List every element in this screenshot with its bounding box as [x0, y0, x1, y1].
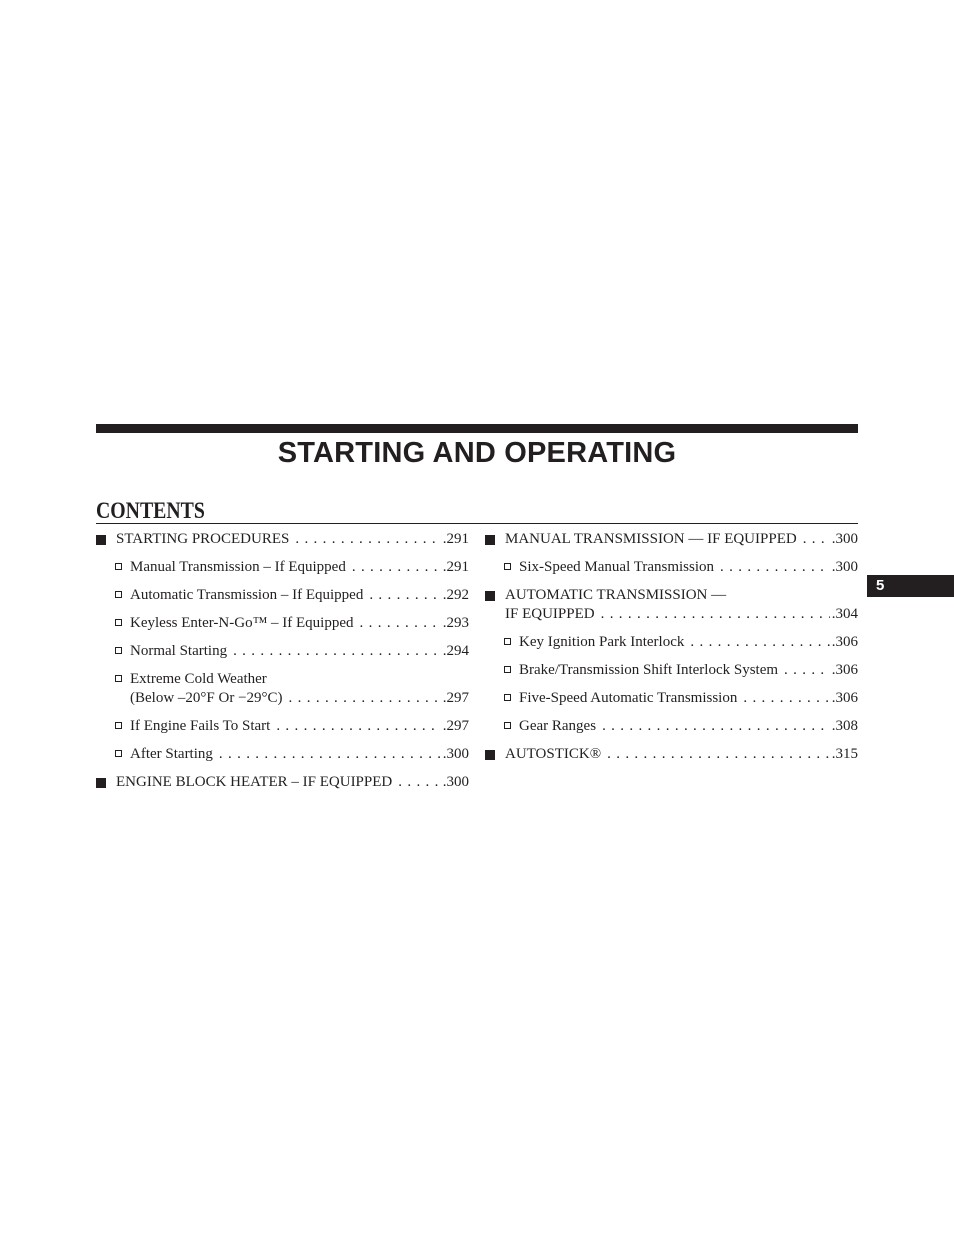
toc-entry-line: [505, 745, 858, 764]
toc-page-number: .294: [442, 643, 469, 659]
toc-entry[interactable]: [96, 642, 469, 661]
toc-entry-title: ENGINE BLOCK HEATER – IF EQUIPPED: [116, 774, 393, 790]
toc-page-number: .308: [831, 718, 858, 734]
toc-left-column: [96, 530, 469, 801]
toc-right-column: [485, 530, 858, 773]
toc-entry-line: [130, 642, 469, 661]
toc-entry-body: [96, 717, 469, 736]
toc-page-number: .297: [442, 718, 469, 734]
hollow-square-bullet-icon: [115, 750, 122, 757]
hollow-square-bullet-icon: [115, 675, 122, 682]
toc-entry[interactable]: [96, 670, 469, 708]
toc-entry-line: [519, 633, 858, 652]
toc-entry-body: [485, 558, 858, 577]
toc-leader-dots: [369, 586, 440, 605]
toc-page-number: .293: [442, 615, 469, 631]
toc-leader-dots: [233, 642, 441, 661]
chapter-top-rule: [96, 424, 858, 433]
hollow-square-bullet-icon: [115, 619, 122, 626]
toc-entry-title: (Below –20°F Or −29°C): [130, 690, 283, 706]
toc-entry[interactable]: [96, 586, 469, 605]
toc-page-number: .306: [831, 662, 858, 678]
toc-entry[interactable]: [485, 717, 858, 736]
toc-entry-title: Key Ignition Park Interlock: [519, 634, 685, 650]
toc-entry[interactable]: [485, 558, 858, 577]
contents-rule: [96, 523, 858, 524]
toc-entry-title: Automatic Transmission – If Equipped: [130, 587, 364, 603]
hollow-square-bullet-icon: [504, 694, 511, 701]
toc-page-number: .306: [831, 690, 858, 706]
toc-entry-line: [116, 773, 469, 792]
filled-square-bullet-icon: [485, 591, 495, 601]
toc-entry[interactable]: [485, 586, 858, 624]
toc-entry-body: [96, 614, 469, 633]
toc-entry-line: [519, 717, 858, 736]
contents-heading: CONTENTS: [96, 498, 205, 523]
toc-entry-body: [96, 745, 469, 764]
hollow-square-bullet-icon: [504, 563, 511, 570]
toc-leader-dots: [743, 689, 829, 708]
toc-page-number: .291: [442, 531, 469, 547]
toc-entry-body: [485, 586, 858, 624]
filled-square-bullet-icon: [96, 535, 106, 545]
hollow-square-bullet-icon: [504, 638, 511, 645]
toc-entry-title: Extreme Cold Weather: [130, 671, 267, 687]
toc-entry-line: [505, 530, 858, 549]
toc-entry-line: [505, 586, 858, 605]
toc-entry-title: AUTOMATIC TRANSMISSION —: [505, 587, 727, 603]
toc-leader-dots: [352, 558, 441, 577]
toc-entry[interactable]: [485, 633, 858, 652]
toc-entry-body: [485, 661, 858, 680]
chapter-tab-number: 5: [876, 577, 885, 594]
toc-page-number: .315: [831, 746, 858, 762]
toc-entry[interactable]: [96, 717, 469, 736]
toc-entry[interactable]: [96, 530, 469, 549]
toc-leader-dots: [276, 717, 440, 736]
toc-leader-dots: [398, 773, 441, 792]
hollow-square-bullet-icon: [115, 647, 122, 654]
toc-entry-title: If Engine Fails To Start: [130, 718, 271, 734]
toc-leader-dots: [607, 745, 830, 764]
toc-entry-line: [519, 689, 858, 708]
toc-page-number: .300: [831, 531, 858, 547]
toc-page-number: .292: [442, 587, 469, 603]
toc-entry-line: [130, 689, 469, 708]
toc-entry-line: [130, 670, 469, 689]
toc-entry[interactable]: [485, 661, 858, 680]
toc-page-number: .300: [831, 559, 858, 575]
toc-entry-line: [505, 605, 858, 624]
toc-entry-body: [485, 717, 858, 736]
toc-entry[interactable]: [96, 558, 469, 577]
toc-entry-line: [116, 530, 469, 549]
toc-entry-title: After Starting: [130, 746, 213, 762]
toc-page-number: .300: [442, 746, 469, 762]
toc-entry-title: MANUAL TRANSMISSION — IF EQUIPPED: [505, 531, 797, 547]
filled-square-bullet-icon: [485, 535, 495, 545]
toc-page-number: .291: [442, 559, 469, 575]
toc-leader-dots: [784, 661, 830, 680]
toc-page-number: .297: [442, 690, 469, 706]
toc-entry-line: [130, 614, 469, 633]
toc-entry[interactable]: [485, 745, 858, 764]
toc-entry-title: Five-Speed Automatic Transmission: [519, 690, 738, 706]
toc-entry-body: [485, 530, 858, 549]
toc-leader-dots: [602, 717, 830, 736]
toc-page-number: .304: [831, 606, 858, 622]
toc-entry-title: Keyless Enter-N-Go™ – If Equipped: [130, 615, 354, 631]
toc-leader-dots: [295, 530, 440, 549]
hollow-square-bullet-icon: [115, 563, 122, 570]
toc-entry[interactable]: [96, 614, 469, 633]
toc-entry-body: [96, 558, 469, 577]
toc-leader-dots: [219, 745, 441, 764]
filled-square-bullet-icon: [96, 778, 106, 788]
toc-entry[interactable]: [96, 745, 469, 764]
toc-leader-dots: [289, 689, 441, 708]
toc-leader-dots: [803, 530, 830, 549]
toc-entry-title: IF EQUIPPED: [505, 606, 595, 622]
toc-entry-body: [485, 689, 858, 708]
toc-entry[interactable]: [485, 530, 858, 549]
toc-entry-body: [96, 670, 469, 708]
toc-entry-title: STARTING PROCEDURES: [116, 531, 290, 547]
toc-page-number: .300: [442, 774, 469, 790]
hollow-square-bullet-icon: [504, 666, 511, 673]
toc-leader-dots: [360, 614, 441, 633]
toc-entry-body: [96, 586, 469, 605]
toc-entry-line: [130, 558, 469, 577]
toc-leader-dots: [690, 633, 829, 652]
toc-page-number: .306: [831, 634, 858, 650]
toc-entry-body: [96, 642, 469, 661]
toc-entry-body: [96, 530, 469, 549]
toc-entry-line: [519, 558, 858, 577]
toc-entry-line: [519, 661, 858, 680]
toc-entry-line: [130, 586, 469, 605]
toc-entry-title: Six-Speed Manual Transmission: [519, 559, 715, 575]
toc-entry-title: Manual Transmission – If Equipped: [130, 559, 346, 575]
toc-entry[interactable]: [96, 773, 469, 792]
toc-leader-dots: [601, 605, 830, 624]
toc-entry-title: Normal Starting: [130, 643, 228, 659]
filled-square-bullet-icon: [485, 750, 495, 760]
chapter-title: STARTING AND OPERATING: [277, 437, 677, 469]
toc-entry-title: Gear Ranges: [519, 718, 597, 734]
chapter-tab: [867, 575, 954, 597]
toc-entry-title: Brake/Transmission Shift Interlock System: [519, 662, 779, 678]
toc-entry[interactable]: [485, 689, 858, 708]
toc-entry-body: [485, 745, 858, 764]
hollow-square-bullet-icon: [504, 722, 511, 729]
hollow-square-bullet-icon: [115, 722, 122, 729]
toc-entry-line: [130, 745, 469, 764]
hollow-square-bullet-icon: [115, 591, 122, 598]
toc-entry-line: [130, 717, 469, 736]
toc-leader-dots: [720, 558, 830, 577]
toc-entry-body: [96, 773, 469, 792]
toc-entry-title: AUTOSTICK®: [505, 746, 602, 762]
toc-entry-body: [485, 633, 858, 652]
